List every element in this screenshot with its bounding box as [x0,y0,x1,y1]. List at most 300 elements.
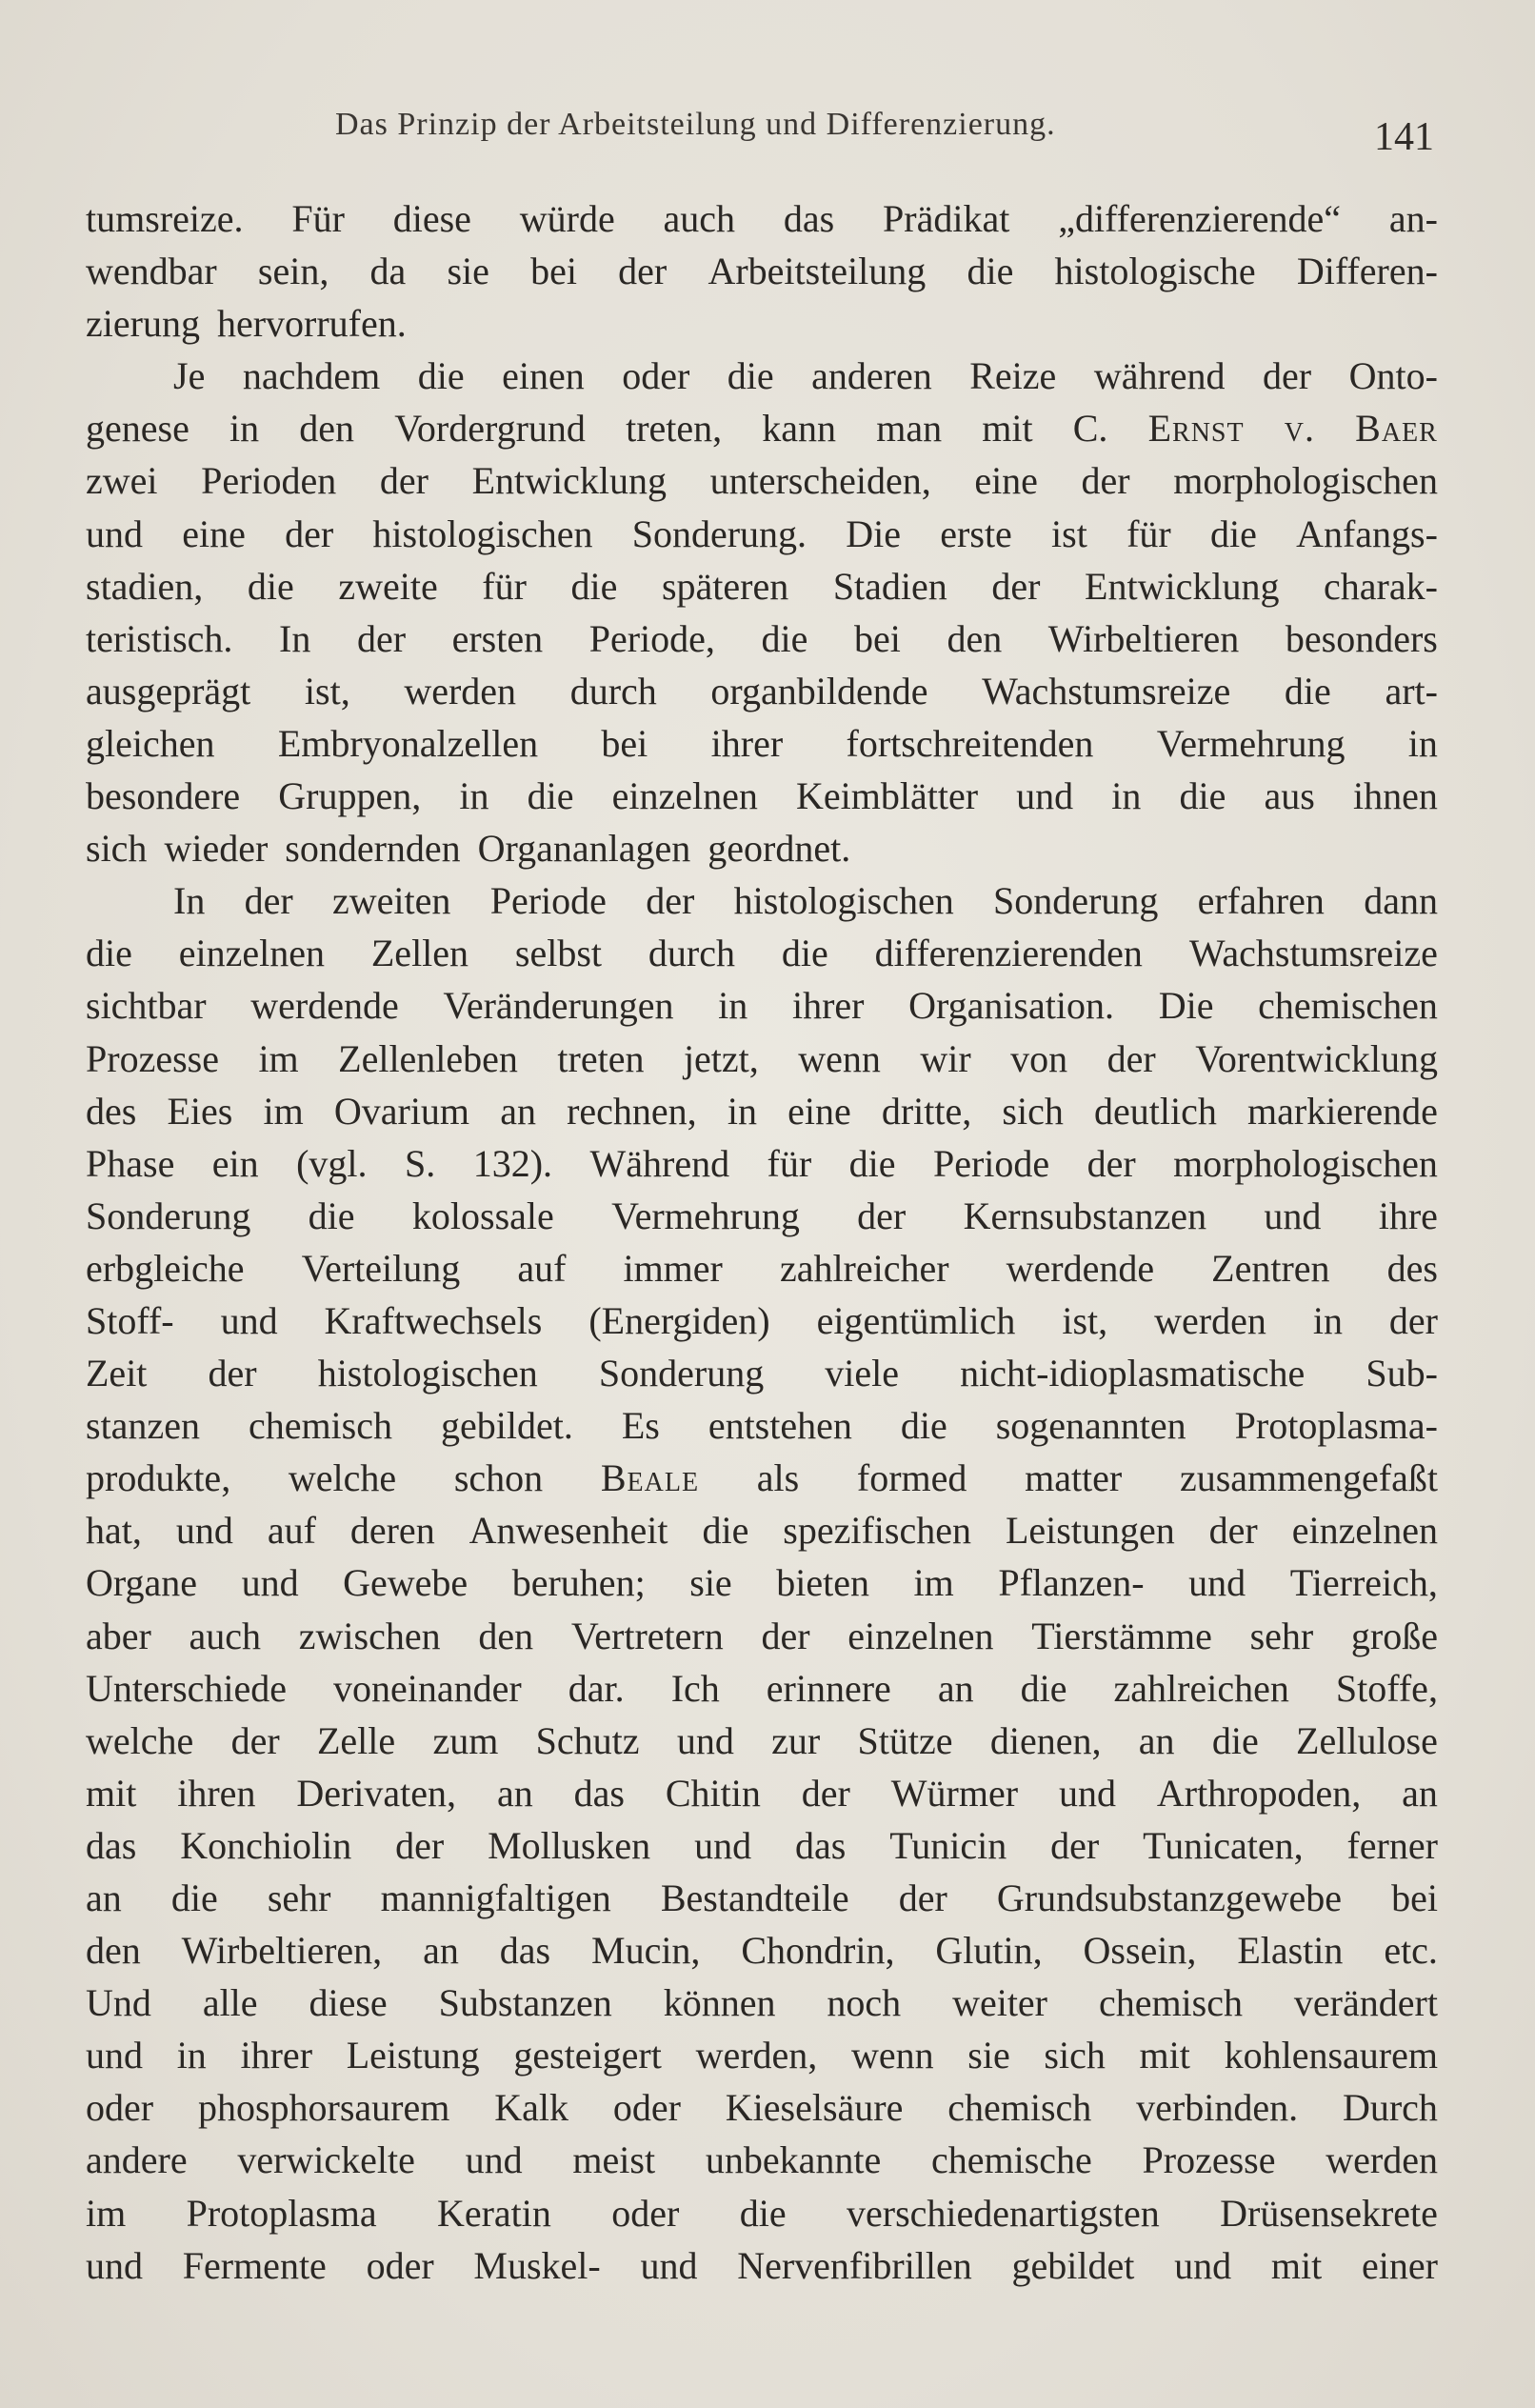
word: Prozesse [86,1036,219,1080]
word: und [241,1561,299,1605]
word: der [1208,1509,1258,1553]
word: gebildet. [440,1404,573,1448]
word: durch [648,932,735,975]
text-line [86,1190,1438,1242]
word: morphologischen [1173,459,1438,503]
word: Zelle [316,1718,396,1762]
word: Organe [86,1561,197,1605]
word: im [258,1036,299,1080]
word: nachdem [242,354,381,398]
word: in [229,407,260,451]
word: eine [974,459,1038,503]
word: dann [1364,879,1438,923]
word: Ovarium [333,1089,470,1133]
text-line [86,612,1438,665]
word: die [417,354,465,398]
word: kann [762,407,837,451]
text-line [86,1033,1438,1085]
word: Kalk [494,2086,568,2130]
word: man [876,407,943,451]
word: Anfangs- [1296,512,1438,555]
word: treten, [626,407,723,451]
word: sich [1044,2034,1106,2077]
word: jetzt, [683,1036,759,1080]
word: besondere [86,774,241,818]
word: während [1093,354,1226,398]
word: ersten [451,616,544,660]
text-line [86,770,1438,822]
word: zum [432,1718,499,1762]
text-line [86,2029,1438,2081]
word: sich [86,827,148,871]
word: würde [519,197,615,240]
text-line [86,717,1438,770]
word: der [379,459,429,503]
word: Wachstumsreize [982,669,1231,712]
word: sie [967,2034,1010,2077]
word: zusammengefaßt [1179,1456,1438,1500]
word: zwei [86,459,158,503]
word: Für [291,197,345,240]
word: oder [611,2191,680,2235]
word: andere [86,2138,188,2182]
word: der [356,616,407,660]
word: bei [530,250,577,293]
word: Baer [1355,407,1438,451]
word: Differen- [1296,250,1438,293]
word: Schutz [535,1718,640,1762]
word: viele [825,1352,900,1395]
word: organbildende [710,669,928,712]
word: weiter [952,1981,1048,2025]
word: rechnen, [567,1089,697,1133]
page-number: 141 [1374,115,1434,159]
word: die [527,774,574,818]
text-line [86,2134,1438,2186]
text-line [86,1924,1438,1977]
word: Fermente [182,2243,327,2287]
word: einzelnen [1291,1509,1438,1553]
word: einzelnen [178,932,325,975]
word: Leistung [346,2034,480,2077]
word: histologischen [317,1352,538,1395]
word: zwischen [298,1614,441,1657]
word: histologische [1054,250,1256,293]
text-line [86,927,1438,979]
word: chemisch [947,2086,1092,2130]
word: Periode [489,879,607,923]
word: Protoplasma [186,2191,377,2235]
word: an [1402,1771,1438,1815]
word: anderen [811,354,932,398]
text-line [86,1085,1438,1137]
word: Tunicin [889,1823,1007,1867]
word: der [1050,1823,1100,1867]
word: bei [1391,1876,1438,1919]
word: S. [405,1141,436,1185]
word: die [86,932,132,975]
word: Periode, [588,616,715,660]
word: eine [182,512,246,555]
word: zweiten [332,879,451,923]
word: Verteilung [301,1246,461,1290]
word: Sonderung. [631,512,807,555]
word: ihren [177,1771,256,1815]
text-line [86,1662,1438,1715]
word: Tierstämme [1031,1614,1212,1657]
word: der [991,564,1041,608]
word: phosphorsaurem [197,2086,450,2130]
word: Mollusken [488,1823,651,1867]
word: des [1386,1246,1438,1290]
text-line [86,192,1438,245]
word: einen [502,354,585,398]
word: Chitin [665,1771,761,1815]
word: morphologischen [1173,1141,1438,1185]
word: der [1086,1141,1136,1185]
word: Sonderung [86,1194,251,1237]
body-text [86,192,1438,2292]
text-line [86,1872,1438,1924]
word: werdende [250,984,399,1028]
word: genese [86,407,189,451]
word: dar. [568,1666,625,1710]
word: der [208,1352,257,1395]
word: sichtbar [86,984,207,1028]
word: auf [517,1246,567,1290]
word: in [1111,774,1142,818]
text-line [86,979,1438,1032]
word: und [86,512,143,555]
word: wieder [164,827,269,871]
text-line [86,1452,1438,1504]
word: an [496,1771,533,1815]
word: (Energiden) [588,1298,770,1342]
word: spezifischen [783,1509,971,1553]
word: Kieselsäure [725,2086,904,2130]
word: wendbar [86,250,217,293]
word: Protoplasma- [1234,1404,1438,1448]
word: und [1188,1561,1246,1605]
word: die [1209,512,1257,555]
word: noch [827,1981,902,2025]
word: immer [623,1246,723,1290]
word: Ernst [1147,407,1245,451]
text-line [86,350,1438,402]
word: auch [189,1614,262,1657]
word: an [1138,1718,1175,1762]
word: in [176,2034,207,2077]
word: entstehen [708,1404,852,1448]
word: sehr [1249,1614,1314,1657]
word: den [86,1929,141,1973]
word: an [86,1876,122,1919]
word: späteren [661,564,789,608]
word: stadien, [86,564,204,608]
word: das [573,1771,625,1815]
word: Vorentwicklung [1195,1036,1438,1080]
word: Entwicklung [1085,564,1280,608]
word: Substanzen [438,1981,612,2025]
word: und [86,2243,143,2287]
word: Phase [86,1141,175,1185]
word: ferner [1346,1823,1438,1867]
word: durch [569,669,657,712]
word: Prädikat [883,197,1010,240]
word: Onto- [1348,354,1438,398]
word: erste [940,512,1012,555]
word: die [308,1194,355,1237]
word: Perioden [201,459,337,503]
word: Ossein, [1083,1929,1197,1973]
word: zweite [338,564,438,608]
word: treten [557,1036,645,1080]
word: dritte, [881,1089,972,1133]
word: Periode [932,1141,1050,1185]
text-line [86,297,1438,350]
word: Wirbeltieren, [181,1929,383,1973]
text-line [86,1767,1438,1819]
word: chemische [930,2138,1092,2182]
word: erbgleiche [86,1246,245,1290]
text-line [86,1610,1438,1662]
word: können [663,1981,776,2025]
text-line [86,454,1438,507]
word: ihre [1378,1194,1438,1237]
word: (vgl. [296,1141,368,1185]
word: im [86,2191,127,2235]
word: Leistungen [1005,1509,1175,1553]
word: mit [1270,2243,1323,2287]
word: Zeit [86,1352,148,1395]
word: Stütze [857,1718,953,1762]
word: den [299,407,355,451]
word: an- [1388,197,1438,240]
word: v. [1284,407,1315,451]
word: verändert [1293,1981,1438,2025]
word: Glutin, [935,1929,1043,1973]
word: und [1174,2243,1232,2287]
word: große [1350,1614,1438,1657]
word: Muskel- [473,2243,601,2287]
word: gebildet [1011,2243,1135,2287]
word: Stoffe, [1335,1666,1438,1710]
word: im [263,1089,304,1133]
word: markierende [1247,1089,1438,1133]
word: die [702,1509,749,1553]
text-line [86,1819,1438,1872]
word: sehr [267,1876,331,1919]
word: die [1211,1718,1259,1762]
word: art- [1385,669,1438,712]
word: und [175,1509,233,1553]
word: voneinander [333,1666,522,1710]
word: für [482,564,527,608]
word: im [913,1561,954,1605]
word: werdende [1006,1246,1155,1290]
word: der [857,1194,907,1237]
word: ein [211,1141,259,1185]
word: die [170,1876,218,1919]
word: Unterschiede [86,1666,288,1710]
word: C. [1072,407,1108,451]
word: ihrer [791,984,865,1028]
word: welche [288,1456,397,1500]
word: Die [1158,984,1214,1028]
word: erfahren [1197,879,1325,923]
word: und [640,2243,698,2287]
word: ausgeprägt [86,669,251,712]
word: gleichen [86,721,215,765]
word: Konchiolin [180,1823,352,1867]
word: Zellen [370,932,469,975]
word: die [570,564,618,608]
word: werden [1326,2138,1438,2182]
word: ihrer [710,721,784,765]
word: matter [1025,1456,1123,1500]
word: Vermehrung [1156,721,1346,765]
word: verbinden. [1136,2086,1299,2130]
text-line [86,1137,1438,1190]
word: der [898,1876,947,1919]
word: und [86,2034,143,2077]
word: des [86,1089,137,1133]
word: die [247,564,294,608]
word: in [727,1089,757,1133]
word: Durch [1342,2086,1438,2130]
word: Es [621,1404,660,1448]
running-head: Das Prinzip der Arbeitsteilung und Differenzierung. [335,107,1056,142]
word: und [465,2138,523,2182]
word: auf [267,1509,316,1553]
word: der [1106,1036,1156,1080]
word: und [694,1823,752,1867]
word: einzelnen [611,774,758,818]
word: die [848,1141,896,1185]
word: einzelnen [847,1614,994,1657]
word: Veränderungen [443,984,674,1028]
word: bei [853,616,901,660]
word: die [727,354,774,398]
word: mit [982,407,1033,451]
word: der [395,1823,445,1867]
word: Eies [167,1089,233,1133]
word: das [499,1929,551,1973]
word: gesteigert [513,2034,662,2077]
word: Kraftwechsels [324,1298,543,1342]
word: werden [404,669,517,712]
text-line [86,822,1438,874]
word: zahlreichen [1113,1666,1289,1710]
word: der [230,1718,280,1762]
word: Tierreich, [1289,1561,1438,1605]
word: alle [202,1981,258,2025]
word: an [500,1089,536,1133]
word: der [801,1771,850,1815]
word: und [676,1718,734,1762]
text-line [86,1556,1438,1609]
text-line [86,2187,1438,2239]
word: welche [86,1718,194,1762]
word: Stoff- [86,1298,174,1342]
word: schon [453,1456,544,1500]
word: ist, [304,669,350,712]
word: Derivaten, [296,1771,457,1815]
word: Vordergrund [394,407,586,451]
word: verwickelte [237,2138,415,2182]
word: kohlensaurem [1224,2034,1438,2077]
word: geordnet. [708,827,851,871]
word: hat, [86,1509,142,1553]
word: Organisation. [908,984,1115,1028]
word: Chondrin, [741,1929,895,1973]
word: und [1058,1771,1116,1815]
word: ist, [1062,1298,1108,1342]
word: nicht-idioplasmatische [960,1352,1306,1395]
word: diese [392,197,471,240]
word: formed [856,1456,967,1500]
word: Entwicklung [471,459,667,503]
word: die [900,1404,947,1448]
word: in [718,984,748,1028]
word: ist [1051,512,1087,555]
word: selbst [514,932,603,975]
word: In [279,616,311,660]
word: sie [447,250,489,293]
word: werden [1154,1298,1266,1342]
word: Reize [969,354,1057,398]
word: der [646,879,695,923]
word: Die [846,512,902,555]
word: oder [86,2086,154,2130]
text-line [86,874,1438,927]
word: und [1264,1194,1322,1237]
word: histologischen [733,879,954,923]
word: die [781,932,828,975]
word: mit [86,1771,137,1815]
text-line [86,1294,1438,1347]
word: in [459,774,489,818]
word: Und [86,1981,151,2025]
word: chemisch [248,1404,392,1448]
word: für [1126,512,1171,555]
word: erinnere [766,1666,891,1710]
word: in [1407,721,1438,765]
word: Zellulose [1296,1718,1438,1762]
word: Je [173,354,206,398]
word: stanzen [86,1404,200,1448]
word: unbekannte [705,2138,882,2182]
word: etc. [1384,1929,1438,1973]
word: produkte, [86,1456,231,1500]
word: der [285,512,334,555]
text-line [86,1504,1438,1556]
word: „differenzierende“ [1058,197,1342,240]
text-line [86,560,1438,612]
word: die [739,2191,787,2235]
word: Tunicaten, [1143,1823,1304,1867]
word: einer [1361,2243,1438,2287]
word: dienen, [989,1718,1102,1762]
word: für [767,1141,812,1185]
word: Arbeitsteilung [708,250,927,293]
word: an [423,1929,459,1973]
word: sie [689,1561,732,1605]
word: mannigfaltigen [380,1876,611,1919]
text-line [86,508,1438,560]
word: die [1284,669,1331,712]
word: Keimblätter [796,774,979,818]
